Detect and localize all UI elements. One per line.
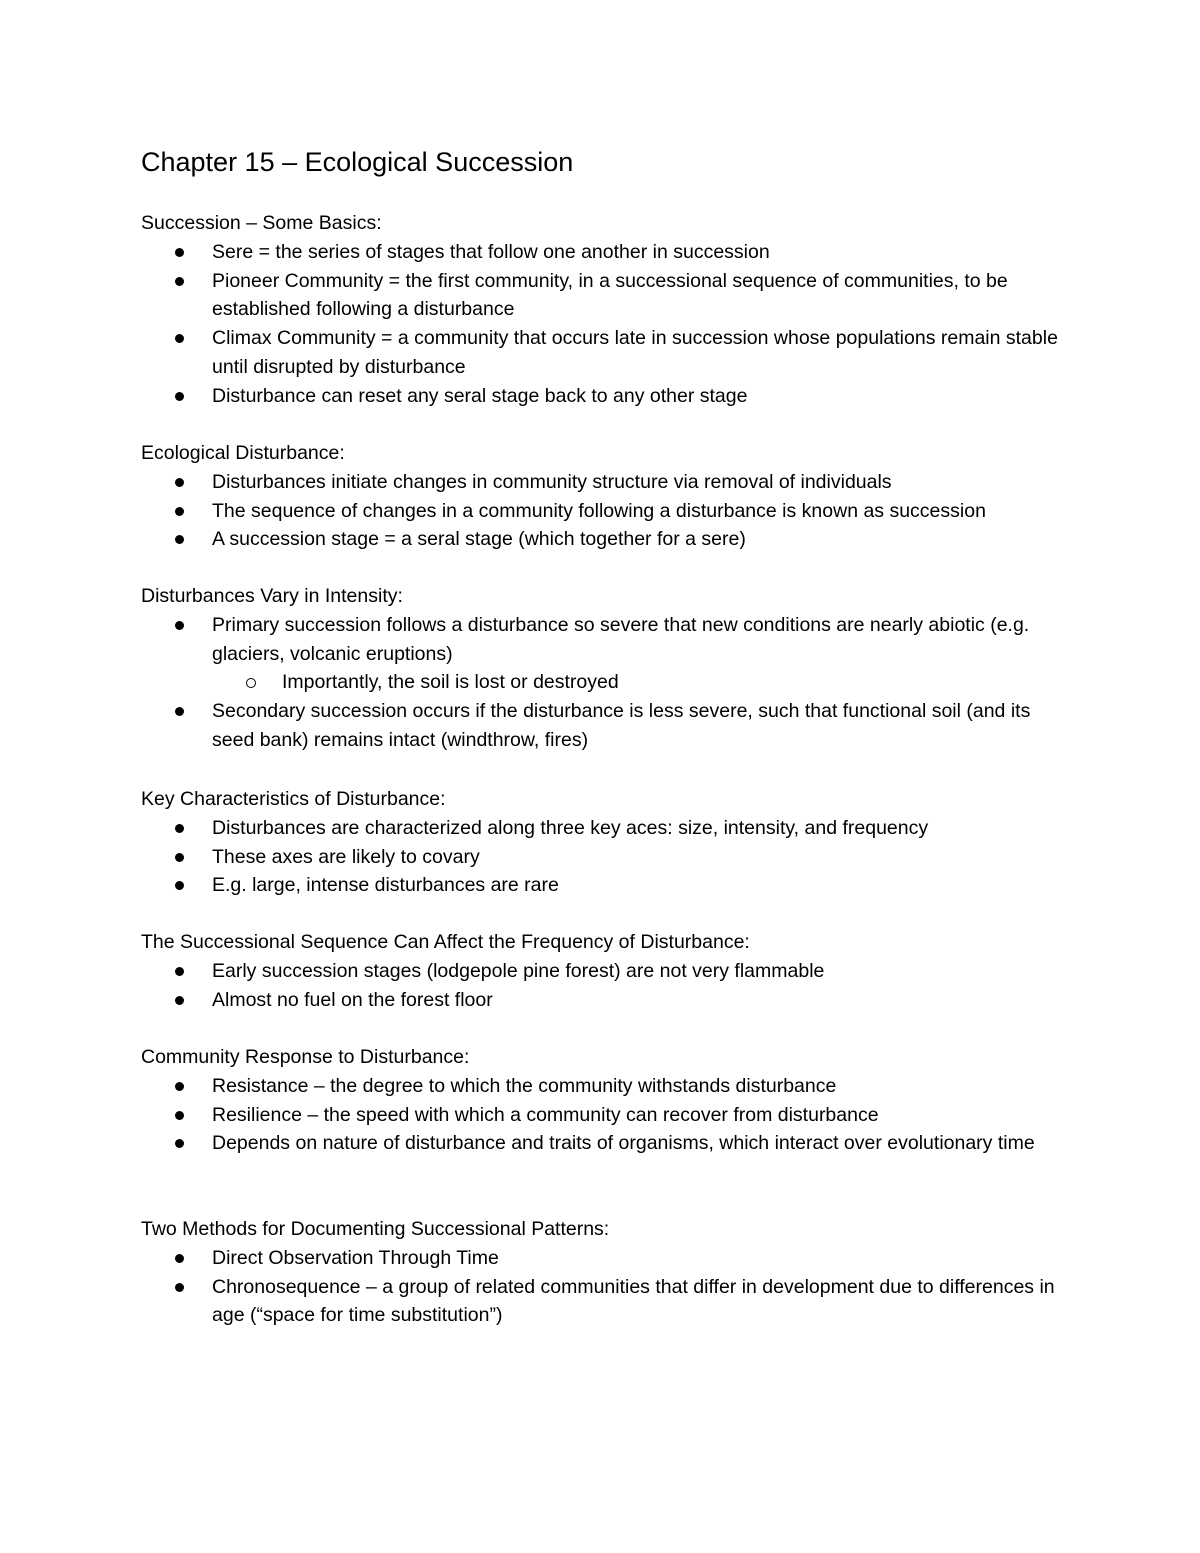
section-disturbance-intensity: [141, 582, 1101, 755]
list-item: [141, 468, 1172, 497]
section-heading: Community Response to Disturbance:: [141, 1046, 470, 1068]
list-item-text: Chronosequence – a group of related communities that differ in development due to differences in age (“space for time substitution”): [212, 1275, 1055, 1327]
list-item-text: Resistance – the degree to which the community withstands disturbance: [212, 1074, 837, 1097]
list-item: [141, 697, 1072, 755]
section-heading: Two Methods for Documenting Successional Patterns:: [141, 1218, 610, 1240]
list-item-text: E.g. large, intense disturbances are rare: [212, 874, 559, 897]
list-item: [141, 324, 1072, 382]
bullet-list: [141, 238, 1101, 411]
list-item-text: Pioneer Community = the first community, in a successional sequence of communities, to be established following a disturbance: [212, 269, 1008, 321]
bullet-icon: [175, 621, 184, 630]
bullet-icon: [175, 535, 184, 544]
bullet-icon: [175, 1254, 184, 1263]
section-heading: Ecological Disturbance:: [141, 442, 345, 464]
section-ecological-disturbance: [141, 439, 1101, 554]
list-item: [141, 1129, 1072, 1158]
list-item: [141, 238, 1072, 267]
bullet-icon: [175, 824, 184, 833]
section-key-characteristics: [141, 785, 1101, 900]
page-title: Chapter 15 – Ecological Succession: [141, 147, 574, 177]
bullet-icon: [175, 392, 184, 401]
section-documenting-methods: [141, 1215, 1101, 1330]
bullet-icon: [175, 248, 184, 257]
list-item: [141, 382, 1072, 411]
section-heading: Disturbances Vary in Intensity:: [141, 585, 403, 607]
section-succession-basics: [141, 209, 1101, 411]
bullet-list: [141, 1244, 1101, 1330]
list-item-text: Early succession stages (lodgepole pine forest) are not very flammable: [212, 959, 825, 982]
list-item: [141, 1244, 1092, 1273]
bullet-list: [141, 957, 1101, 1015]
bullet-list: [141, 1072, 1101, 1158]
list-item: [141, 843, 1172, 872]
sub-list: [141, 668, 1072, 697]
list-item-text: Sere = the series of stages that follow one another in succession: [212, 240, 770, 263]
list-item: [141, 814, 1172, 843]
list-item-text: A succession stage = a seral stage (which together for a sere): [212, 528, 746, 551]
list-item: [141, 1273, 1092, 1331]
list-item: [141, 1101, 1072, 1130]
bullet-icon: [175, 1111, 184, 1120]
bullet-icon: [175, 1139, 184, 1148]
bullet-icon: [175, 277, 184, 286]
list-item: [141, 1072, 1072, 1101]
section-heading: Succession – Some Basics:: [141, 212, 382, 234]
list-item-text: Disturbance can reset any seral stage back to any other stage: [212, 384, 748, 407]
list-item-text: Disturbances initiate changes in community structure via removal of individuals: [212, 470, 892, 493]
bullet-icon: [175, 881, 184, 890]
list-item: [141, 497, 1172, 526]
list-item-text: The sequence of changes in a community following a disturbance is known as succession: [212, 499, 986, 522]
bullet-list: [141, 814, 1101, 900]
bullet-icon: [175, 334, 184, 343]
section-community-response: [141, 1043, 1101, 1158]
bullet-icon: [175, 996, 184, 1005]
list-item-text: Depends on nature of disturbance and traits of organisms, which interact over evolutionary time: [212, 1132, 1035, 1155]
list-item: [141, 525, 1172, 554]
list-item: [141, 871, 1172, 900]
list-item: [141, 986, 1172, 1015]
bullet-list: [141, 611, 1101, 755]
bullet-icon: [175, 507, 184, 516]
bullet-icon: [175, 853, 184, 862]
bullet-icon: [175, 478, 184, 487]
bullet-icon: [175, 967, 184, 976]
sub-list-item-text: Importantly, the soil is lost or destroyed: [282, 671, 619, 694]
sub-list-item: [141, 668, 1072, 697]
section-heading: Key Characteristics of Disturbance:: [141, 788, 446, 810]
list-item-text: These axes are likely to covary: [212, 845, 480, 868]
hollow-bullet-icon: [246, 678, 256, 688]
list-item-text: Almost no fuel on the forest floor: [212, 988, 493, 1011]
list-item: [141, 267, 1072, 325]
list-item: [141, 611, 1072, 697]
bullet-icon: [175, 707, 184, 716]
bullet-icon: [175, 1283, 184, 1292]
section-heading: The Successional Sequence Can Affect the Frequency of Disturbance:: [141, 931, 750, 953]
bullet-icon: [175, 1082, 184, 1091]
list-item-text: Climax Community = a community that occurs late in succession whose populations remain stable until disrupted by disturbance: [212, 327, 1058, 378]
bullet-list: [141, 468, 1101, 554]
list-item-text: Direct Observation Through Time: [212, 1246, 499, 1269]
list-item-text: Primary succession follows a disturbance so severe that new conditions are nearly abiotic (e.g. glaciers, volcanic eruptions): [212, 613, 1030, 665]
list-item-text: Secondary succession occurs if the disturbance is less severe, such that functional soil (and its seed bank) remains intact (windthrow, fires): [212, 700, 1031, 751]
list-item-text: Disturbances are characterized along three key aces: size, intensity, and frequency: [212, 816, 929, 839]
section-successional-sequence: [141, 928, 1101, 1014]
list-item-text: Resilience – the speed with which a community can recover from disturbance: [212, 1103, 879, 1126]
list-item: [141, 957, 1172, 986]
